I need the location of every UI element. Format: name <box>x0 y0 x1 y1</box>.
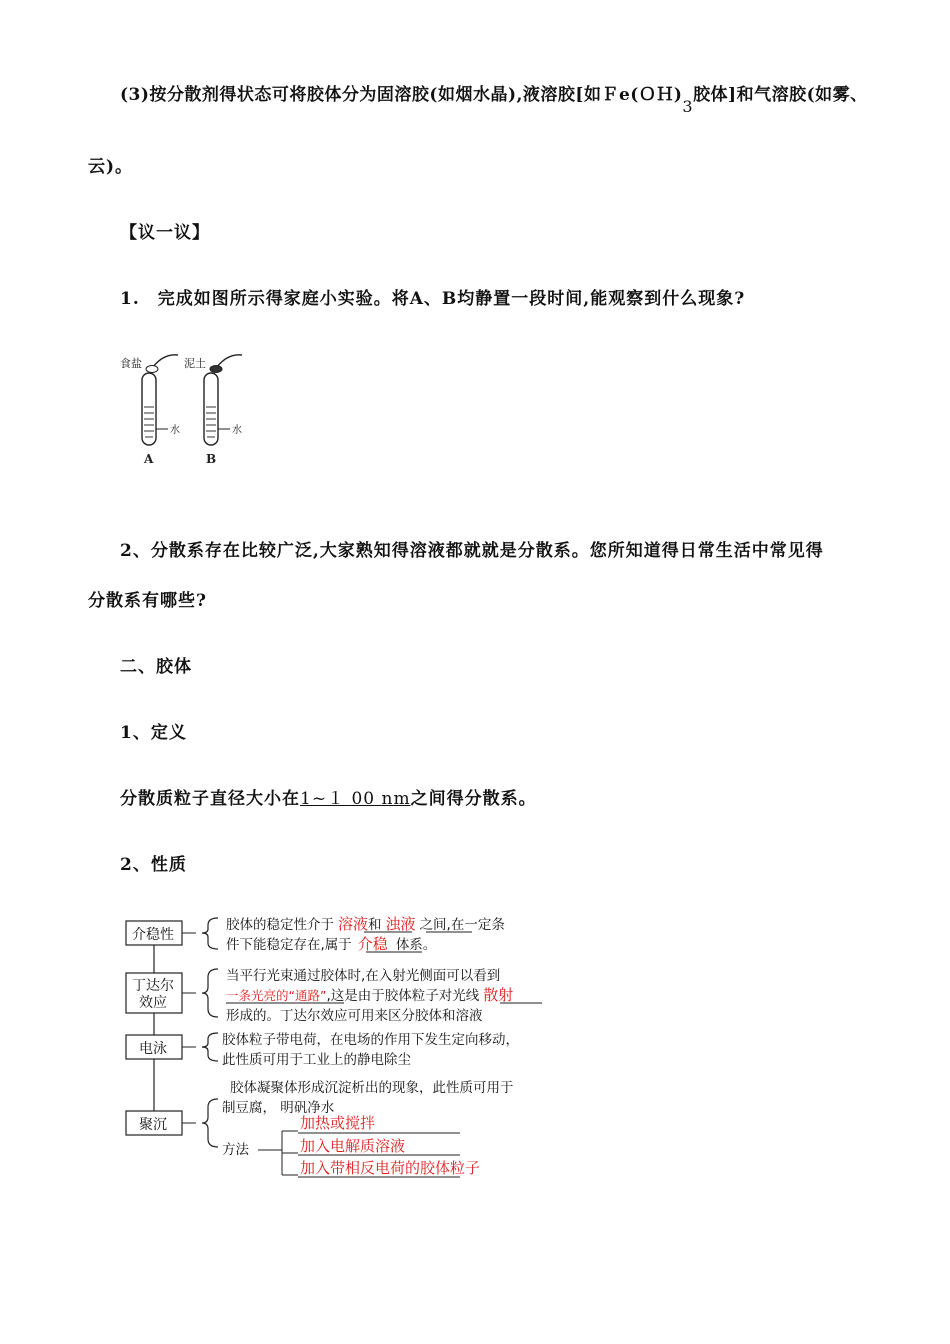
box-metastability-label: 介稳性 <box>132 927 174 943</box>
water-label-a: 水 <box>170 425 180 436</box>
electrophoresis-text-1: 胶体粒子带电荷，在电场的作用下发生定向移动， <box>222 1032 519 1048</box>
question-2: 2、分散系存在比较广泛,大家熟知得溶液都就就是分散系。您所知道得日常生活中常见得 <box>120 541 824 561</box>
p1-text-after: 胶体]和气溶胶(如雾、 <box>693 85 868 105</box>
discuss-heading: 【议一议】 <box>120 223 210 243</box>
tyndall-text-1: 当平行光束通过胶体时,在入射光侧面可以看到 <box>226 968 501 984</box>
properties-heading: 2、性质 <box>120 855 187 875</box>
coagulation-text-2: 制豆腐， 明矾净水 <box>222 1100 335 1116</box>
definition-after: 之间得分散系。 <box>410 789 537 809</box>
box-tyndall-label-2: 效应 <box>139 995 167 1011</box>
p1-subscript: 3 <box>682 97 694 116</box>
definition-range: 1~１ 00 nm <box>300 789 411 809</box>
test-tube-figure <box>118 345 258 470</box>
test-tube-a-icon <box>142 373 156 445</box>
svg-text:胶体的稳定性介于溶液和浊液之间,在一定条: 胶体的稳定性介于 溶液和 浊液 之间,在一定条 <box>226 915 505 933</box>
tyndall-text-3: 形成的。丁达尔效应可用来区分胶体和溶液 <box>226 1008 483 1024</box>
salt-label: 食盐 <box>120 357 142 370</box>
definition-before: 分散质粒子直径大小在 <box>120 789 300 809</box>
tube-label-b: B <box>206 452 217 466</box>
box-coagulation-label: 聚沉 <box>139 1117 167 1133</box>
paragraph-colloid-classification <box>120 80 868 116</box>
definition-text <box>120 784 537 809</box>
method-1: 加热或搅拌 <box>300 1114 376 1132</box>
soil-label: 泥土 <box>184 357 206 370</box>
colloid-properties-diagram <box>122 903 562 1193</box>
brace-1-icon <box>202 918 218 949</box>
method-2: 加入电解质溶液 <box>300 1137 406 1155</box>
svg-text:一条光亮的“通路”,这是由于胶体粒子对光线散射: 一条光亮的“通路”,这是由于胶体粒子对光线 散射 <box>226 986 514 1004</box>
tube-label-a: A <box>144 452 154 466</box>
method-3: 加入带相反电荷的胶体粒子 <box>300 1159 481 1177</box>
section-heading-colloid: 二、胶体 <box>120 657 192 677</box>
method-label: 方法 <box>222 1142 249 1158</box>
question-2-cont: 分散系有哪些? <box>88 591 207 611</box>
water-label-b: 水 <box>232 425 242 436</box>
question-1: 1. 完成如图所示得家庭小实验。将A、B均静置一段时间,能观察到什么现象? <box>120 289 746 309</box>
svg-text:件下能稳定存在,属于介稳体系。: 件下能稳定存在,属于 介稳 体系。 <box>226 935 437 953</box>
test-tube-b-icon <box>204 373 218 445</box>
brace-3-icon <box>202 1033 218 1061</box>
paragraph-colloid-classification-cont: 云)。 <box>88 157 134 177</box>
brace-2-icon <box>202 969 218 1017</box>
brace-4-icon <box>202 1099 218 1147</box>
box-tyndall-label-1: 丁达尔 <box>132 978 174 994</box>
electrophoresis-text-2: 此性质可用于工业上的静电除尘 <box>222 1052 411 1068</box>
p1-text: (3)按分散剂得状态可将胶体分为固溶胶(如烟水晶),液溶胶[如Ｆe(ＯＨ) <box>120 85 683 105</box>
coagulation-text-1: 胶体凝聚体形成沉淀析出的现象，此性质可用于 <box>230 1080 514 1096</box>
box-electrophoresis-label: 电泳 <box>139 1041 167 1057</box>
definition-heading: 1、定义 <box>120 723 187 743</box>
